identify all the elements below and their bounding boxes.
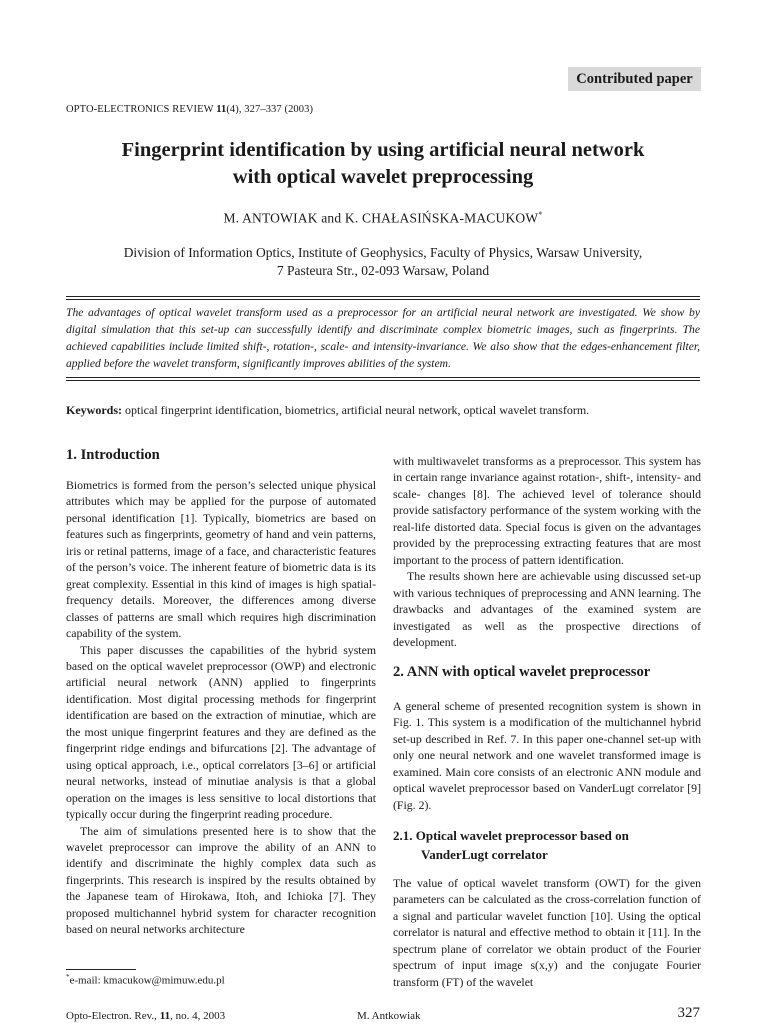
author-names: M. ANTOWIAK and K. CHAŁASIŃSKA-MACUKOW [223, 210, 539, 226]
footer-author: M. Antkowiak [357, 1010, 421, 1022]
intro-paragraph-3: The aim of simulations presented here is to show that the wavelet preprocessor can improve the ability of an ANN to identify and discriminate the highly complex data such as fingerprints. This research is inspired by the results obtained by the Japanese team of Hirokawa, Itoh, and Ichioka [7]. They proposed multichannel hybrid system for character recognition based on neural networks architecture [66, 823, 376, 937]
title-line-1: Fingerprint identification by using artificial neural network [121, 139, 645, 161]
title-line-2: with optical wavelet preprocessing [232, 166, 534, 188]
keywords-label: Keywords: [66, 403, 122, 417]
footnote-email: e-mail: kmacukow@mimuw.edu.pl [69, 974, 225, 987]
footnote-mark: * [66, 973, 70, 981]
abstract-text: The advantages of optical wavelet transform used as a preprocessor for an artificial neural network are investigated. We show by digital simulation that this set-up can successfully identify and discriminate complex biometric images, such as fingerprints. The achieved capabilities include limited shift-, rotation-, scale- and intensity-invariance. We also show that the edges-enhancement filter, applied before the wavelet transform, significantly improves abilities of the system. [66, 306, 700, 370]
footer-citation-prefix: Opto-Electron. Rev., [66, 1010, 160, 1022]
abstract-bottom-rule [66, 377, 700, 378]
left-column-body [66, 477, 376, 938]
paper-type-badge: Contributed paper [568, 67, 701, 91]
subsection-2-1-paragraph-1: The value of optical wavelet transform (OWT) for the given parameters can be calculated as the cross-correlation function of a signal and particular wavelet function [10]. Using the optical correlator is natural and effective method to obtain it [11]. In the spectrum plane of correlator we obtain product of the Fourier spectrum of input image s(x,y) and the conjugate Fourier transform (FT) of the wavelet [393, 876, 701, 989]
section-heading-introduction: 1. Introduction [66, 447, 160, 463]
journal-issue-pages: (4), 327–337 (2003) [226, 104, 314, 115]
intro-paragraph-2: This paper discusses the capabilities of the hybrid system based on the optical wavelet preprocessor (OWP) and electronic artificial neural network (ANN) applied to fingerprints identification. Most digital processing methods for fingerprint identification are based on the extraction of minutiae, which are the most unique fingerprint features and they are defined as the fingerprint ridge endings and bifurcations [2]. The advantage of using optical approach, i.e., optical correlators [3–6] or artificial neural networks, instead of minutiae analysis is that a global operation on the images is less sensitive to local distortions that typically occur during the fingerprint reading procedure. [66, 642, 376, 822]
page-number: 327 [677, 1005, 700, 1021]
author-footnote-mark: * [538, 210, 543, 219]
keywords-text: optical fingerprint identification, biometrics, artificial neural network, optical wavelet transform. [125, 403, 590, 417]
abstract-bottom-rule-2 [66, 380, 700, 381]
subsection-2-1-body [393, 875, 701, 990]
abstract-top-rule [66, 296, 700, 297]
keywords [66, 403, 700, 418]
footer-citation [66, 1010, 225, 1022]
footnote-rule [66, 969, 136, 970]
affiliation [66, 244, 700, 280]
paper-title [66, 137, 700, 191]
author-list [66, 210, 700, 227]
journal-name: OPTO-ELECTRONICS REVIEW [66, 104, 214, 115]
subsection-heading-line-2: VanderLugt correlator [421, 847, 548, 862]
subsection-heading-line-1: 2.1. Optical wavelet preprocessor based on [393, 828, 629, 843]
right-paragraph-1: with multiwavelet transforms as a preprocessor. This system has in certain range invariance against rotation-, shift-, intensity- and scale- changes [8]. The achieved level of tolerance should provide satisfactory performance of the system working with the real-life distorted data. Special focus is given on the advantages provided by the preprocessing extracting features that are most important to the process of pattern identification. [393, 454, 701, 567]
affiliation-line-2: 7 Pasteura Str., 02-093 Warsaw, Poland [276, 263, 490, 278]
right-column-top [393, 453, 701, 650]
footer-citation-suffix: , no. 4, 2003 [170, 1010, 226, 1022]
subsection-heading-2-1 [393, 826, 701, 864]
footnote [66, 973, 225, 987]
journal-reference [66, 104, 313, 115]
right-paragraph-2: The results shown here are achievable using discussed set-up with various techniques of preprocessing and ANN learning. The drawbacks and advantages of the examined system are investigated as well as the prospective directions of development. [393, 569, 701, 649]
affiliation-line-1: Division of Information Optics, Institute of Geophysics, Faculty of Physics, Warsaw University, [123, 245, 643, 260]
footer-citation-volume: 11 [159, 1010, 171, 1022]
abstract-top-rule-2 [66, 299, 700, 300]
journal-volume: 11 [216, 104, 227, 115]
section-2-paragraph-1: A general scheme of presented recognition system is shown in Fig. 1. This system is a modification of the multichannel hybrid set-up described in Ref. 7. In this paper one-channel set-up with only one neural network and one wavelet transformed image is examined. Main core consists of an electronic ANN module and optical wavelet preprocessor based on VanderLugt correlator [9] (Fig. 2). [393, 699, 701, 812]
intro-paragraph-1: Biometrics is formed from the person’s selected unique physical attributes which may be applied for the purpose of automated personal identification [1]. Typically, biometrics are based on features such as fingerprints, geometry of hand and vein patterns, iris or retinal patterns, image of a face, and characteristic features of the person’s voice. The inherent feature of biometric data is its great complexity. Essential in this kind of images is high spatial-frequency details. Moreover, the differences among diverse classes of patterns are small which requires high discrimination capability of the system. [66, 478, 376, 641]
section-2-body [393, 698, 701, 813]
section-heading-ann: 2. ANN with optical wavelet preprocessor [393, 664, 651, 680]
